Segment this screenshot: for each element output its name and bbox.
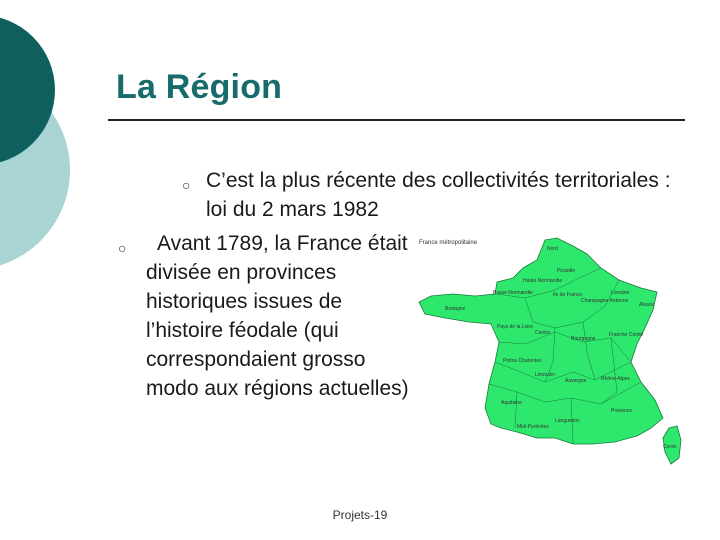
- france-regions-map: [405, 232, 695, 472]
- region-label-bretagne: Bretagne: [445, 306, 466, 312]
- region-label-champagne-ardenne: Champagne Ardenne: [581, 298, 629, 304]
- bullet-text-provinces: [146, 229, 416, 403]
- region-label-franche-comte: Franche Comté: [609, 332, 644, 338]
- region-label-alsace: Alsace: [639, 302, 655, 308]
- bullet-text-region-law: C’est la plus récente des collectivités territoriales : loi du 2 mars 1982: [206, 169, 671, 221]
- region-label-poitou-charentes: Poitou Charentes: [503, 358, 542, 364]
- region-label-haute-normandie: Haute Normandie: [523, 278, 563, 284]
- region-label-auvergne: Auvergne: [565, 378, 587, 384]
- region-label-corse: Corse: [663, 444, 677, 450]
- slide-title: La Région: [116, 68, 283, 106]
- region-label-picardie: Picardie: [557, 268, 576, 274]
- region-label-rhone-alpes: Rhône-Alpes: [601, 376, 630, 382]
- region-label-centre: Centre: [535, 330, 551, 336]
- bullet-circle-icon: ○: [182, 177, 191, 193]
- region-label-nord: Nord: [547, 246, 558, 252]
- title-divider: [108, 119, 685, 121]
- region-label-midi-pyrenees: Midi-Pyrénées: [517, 424, 549, 430]
- bullet-rest: France était divisée en provinces historiques issues de l’histoire féodale (qui correspondaient grosso modo aux régions actuelles): [146, 232, 409, 400]
- region-label-basse-normandie: Basse Normandie: [493, 290, 533, 296]
- decorative-corner-circles: [0, 0, 110, 300]
- region-label-pays-de-la-loire: Pays de la Loire: [497, 324, 533, 330]
- region-label-lorraine: Lorraine: [611, 290, 630, 296]
- region-label-ile-de-france: Ile de France: [553, 292, 583, 298]
- region-label-aquitaine: Aquitaine: [501, 400, 522, 406]
- region-label-provence: Provence: [611, 408, 633, 414]
- region-label-limousin: Limousin: [535, 372, 556, 378]
- map-caption: France métropolitaine: [419, 240, 478, 246]
- bullet-first-line: Avant 1789, la: [157, 232, 291, 255]
- slide-footer: Projets-19: [332, 508, 388, 522]
- region-label-bourgogne: Bourgogne: [571, 336, 596, 342]
- bullet-circle-icon: ○: [118, 240, 127, 256]
- region-label-languedoc: Languedoc: [555, 418, 580, 424]
